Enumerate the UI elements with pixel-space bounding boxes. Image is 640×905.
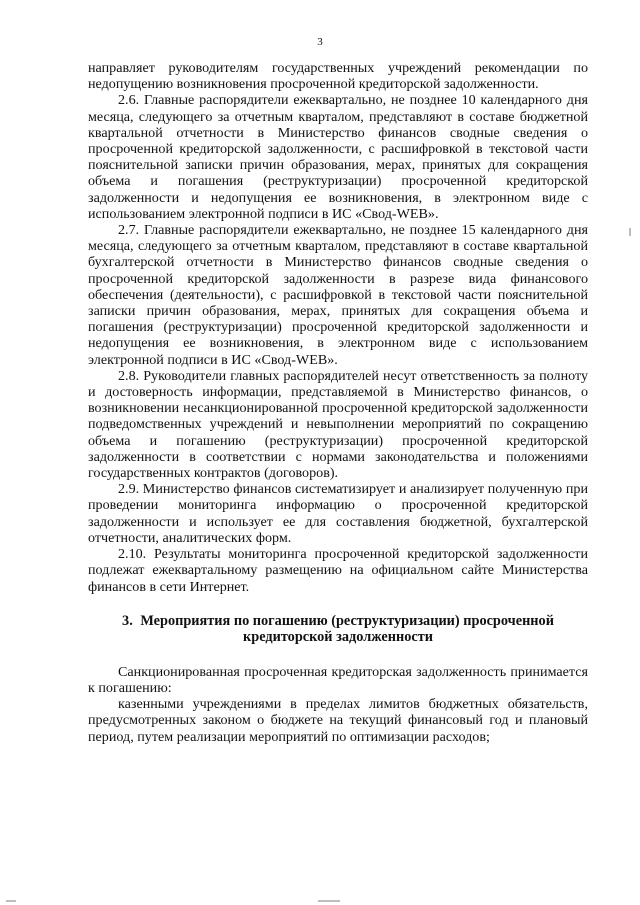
- paragraph-2-8: 2.8. Руководители главных распорядителей несут ответственность за полноту и достоверность информации, представляемой в Министерство финансов, о возникновении несанкционированной просроченной кредиторской задолженности подведомственных учреждений и невыполнении мероприятий по сокращению объема и погашению (реструктуризации) просроченной кредиторской задолженности в соответствии с нормами законодательства и положениями государственных контрактов (договоров).: [88, 367, 588, 482]
- paragraph-2-10: 2.10. Результаты мониторинга просроченной кредиторской задолженности подлежат ежеквартальному размещению на официальном сайте Министерства финансов в сети Интернет.: [88, 546, 588, 595]
- section-heading: [88, 613, 588, 646]
- scan-artifact: [318, 900, 340, 902]
- paragraph-state-institutions: казенными учреждениями в пределах лимитов бюджетных обязательств, предусмотренных законом о бюджете на текущий финансовый год и плановый период, путем реализации мероприятий по оптимизации расходов;: [88, 696, 588, 745]
- paragraph-2-7: 2.7. Главные распорядители ежеквартально, не позднее 15 календарного дня месяца, следующего за отчетным кварталом, представляют в составе квартальной бухгалтерской отчетности в Министерство финансов сводные сведения о просроченной кредиторской задолженности в разрезе вида финансового обеспечения (деятельности), с расшифровкой в текстовой части пояснительной записки причин образования, мерах, принятых для сокращения объема и погашения (реструктуризации) просроченной кредиторской задолженности и недопущения ее возникновения, в электронном виде с использованием электронной подписи в ИС «Свод-WEB».: [88, 222, 588, 368]
- paragraph-continuation: направляет руководителям государственных учреждений рекомендации по недопущению возникновения просроченной кредиторской задолженности.: [88, 60, 588, 93]
- page-number: 3: [317, 36, 323, 48]
- section-number: 3.: [122, 612, 133, 629]
- paragraph-sanctioned-debt: Санкционированная просроченная кредиторская задолженность принимается к погашению:: [88, 663, 588, 696]
- paragraph-2-9: 2.9. Министерство финансов систематизирует и анализирует полученную при проведении мониторинга информацию о просроченной кредиторской задолженности и использует ее для составления бюджетной, бухгалтерской отчетности, аналитических форм.: [88, 481, 588, 546]
- scan-artifact: [6, 900, 16, 902]
- paragraph-2-6: 2.6. Главные распорядители ежеквартально, не позднее 10 календарного дня месяца, следующего за отчетным кварталом, представляют в составе бюджетной квартальной отчетности в Министерство финансов сводные сведения о просроченной кредиторской задолженности, с расшифровкой в текстовой части пояснительной записки причин образования, мерах, принятых для сокращения объема и погашения (реструктуризации) просроченной кредиторской задолженности и недопущения ее возникновения, в электронном виде с использованием электронной подписи в ИС «Свод-WEB».: [88, 92, 588, 222]
- section-title: Мероприятия по погашению (реструктуризации) просроченной кредиторской задолженности: [140, 612, 554, 646]
- document-body: [88, 60, 588, 745]
- scan-artifact: [629, 228, 631, 236]
